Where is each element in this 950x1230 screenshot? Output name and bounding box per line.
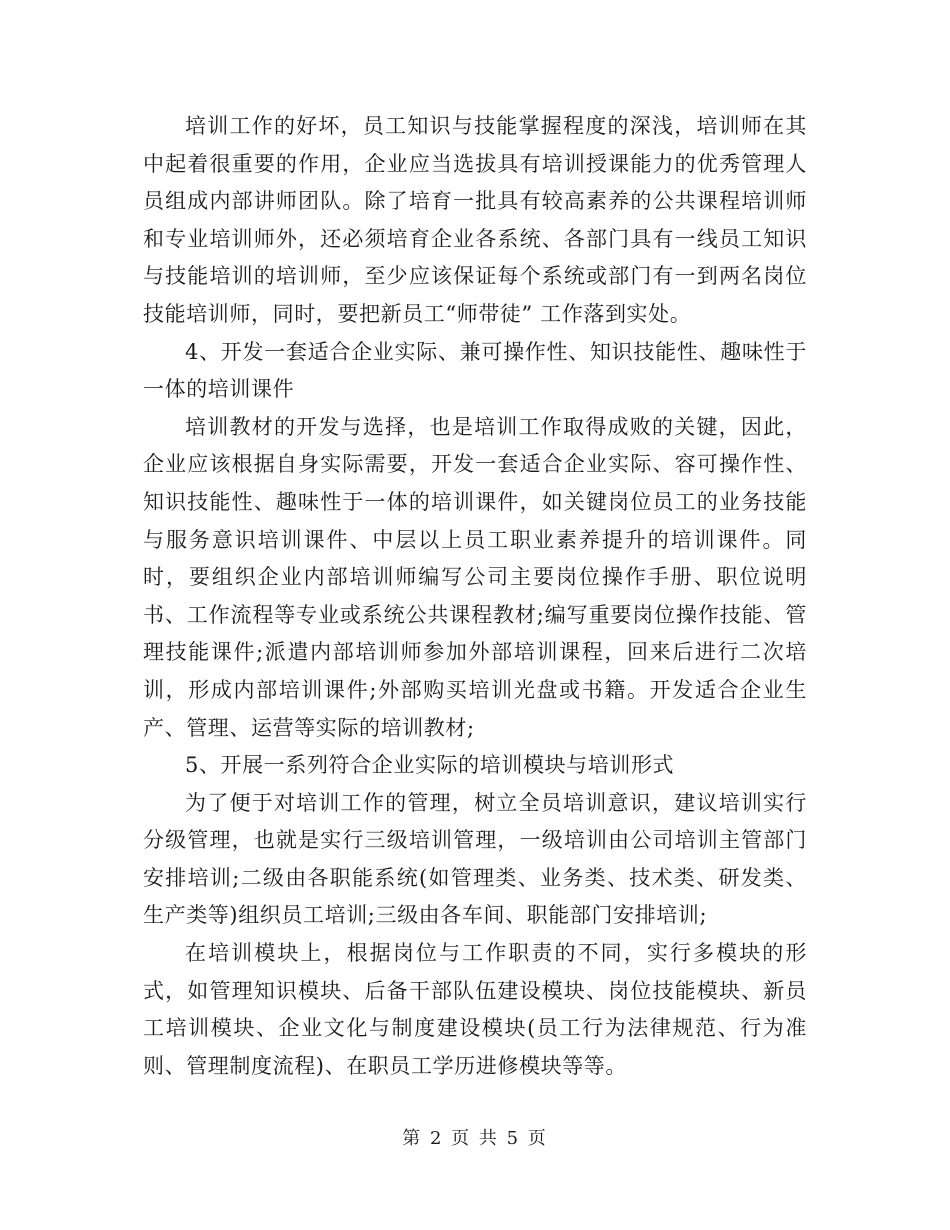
paragraph-trainer-role: 培训工作的好坏，员工知识与技能掌握程度的深浅，培训师在其中起着很重要的作用，企业应当选拔具有培训授课能力的优秀管理人员组成内部讲师团队。除了培育一批具有较高素养的公共课程培训师和专业培训师外，还必须培育企业各系统、各部门具有一线员工知识与技能培训的培训师，至少应该保证每个系统或部门有一到两名岗位技能培训师，同时，要把新员工“师带徒” 工作落到实处。 [143,114,807,326]
heading-section-4: 4、开发一套适合企业实际、兼可操作性、知识技能性、趣味性于一体的培训课件 [143,339,807,402]
paragraph-tiered-management: 为了便于对培训工作的管理，树立全员培训意识，建议培训实行分级管理，也就是实行三级培训管理，一级培训由公司培训主管部门安排培训;二级由各职能系统(如管理类、业务类、技术类、研发类、生产类等)组织员工培训;三级由各车间、职能部门安排培训; [143,790,807,928]
paragraph-training-modules: 在培训模块上，根据岗位与工作职责的不同，实行多模块的形式，如管理知识模块、后备干部队伍建设模块、岗位技能模块、新员工培训模块、企业文化与制度建设模块(员工行为法律规范、行为准则、管理制度流程)、在职员工学历进修模块等等。 [143,941,807,1078]
paragraph-courseware: 培训教材的开发与选择，也是培训工作取得成败的关键，因此，企业应该根据自身实际需要，开发一套适合企业实际、容可操作性、知识技能性、趣味性于一体的培训课件，如关键岗位员工的业务技能与服务意识培训课件、中层以上员工职业素养提升的培训课件。同时，要组织企业内部培训师编写公司主要岗位操作手册、职位说明书、工作流程等专业或系统公共课程教材;编写重要岗位操作技能、管理技能课件;派遣内部培训师参加外部培训课程，回来后进行二次培训，形成内部培训课件;外部购买培训光盘或书籍。开发适合企业生产、管理、运营等实际的培训教材; [143,414,807,740]
document-body [143,108,807,1085]
heading-section-5: 5、开展一系列符合企业实际的培训模块与培训形式 [185,753,675,778]
page-number-footer: 第 2 页 共 5 页 [402,1128,548,1149]
